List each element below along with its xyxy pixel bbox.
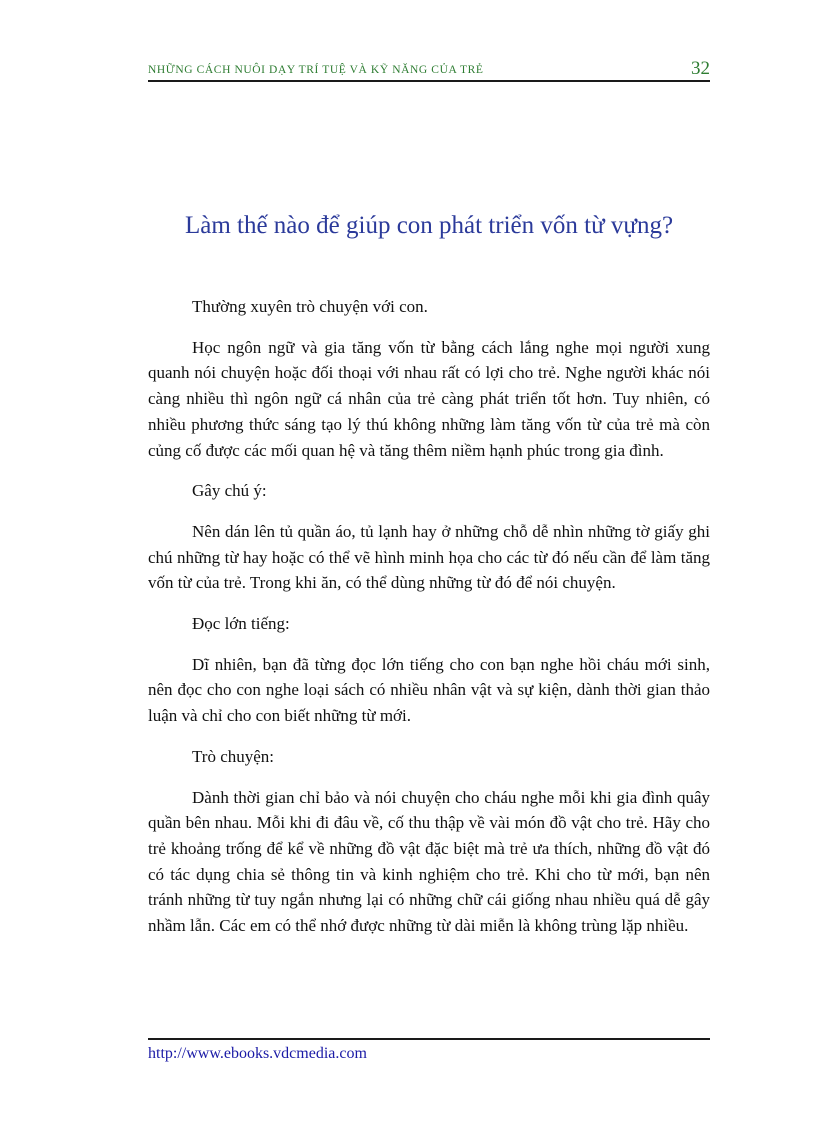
paragraph-read-aloud: Dĩ nhiên, bạn đã từng đọc lớn tiếng cho con bạn nghe hồi cháu mới sinh, nên đọc cho con nghe loại sách có nhiều nhân vật và sự kiện, dành thời gian thảo luận và chỉ cho con biết những từ mới. <box>148 654 710 726</box>
footer-divider <box>148 1038 710 1040</box>
paragraph-conversation: Dành thời gian chỉ bảo và nói chuyện cho cháu nghe mỗi khi gia đình quây quần bên nhau. Mỗi khi đi đâu về, cố thu thập về vài món đồ vật cho trẻ. Hãy cho trẻ khoảng trống để kể về những đồ vật đặc biệt mà trẻ ưa thích, những đồ vật đó có tác dụng chia sẻ thông tin và kinh nghiệm cho trẻ. Khi cho từ mới, bạn nên tránh những từ tuy ngắn nhưng lại có những chữ cái giống nhau nhiều quá dễ gây nhầm lẫn. Các em có thể nhớ được những từ dài miễn là không trùng lặp nhiều. <box>148 787 710 936</box>
book-title: NHỮNG CÁCH NUÔI DẠY TRÍ TUỆ VÀ KỸ NĂNG CỦA TRẺ <box>148 64 484 76</box>
subheading-attention: Gây chú ý: <box>192 481 267 501</box>
page-number: 32 <box>691 58 710 79</box>
header-divider <box>148 80 710 82</box>
chapter-title: Làm thế nào để giúp con phát triển vốn từ vựng? <box>184 212 674 239</box>
footer-website-link[interactable]: http://www.ebooks.vdcmedia.com <box>148 1045 367 1062</box>
subheading-conversation: Trò chuyện: <box>192 746 275 766</box>
page-header <box>148 58 710 82</box>
subheading-read-aloud: Đọc lớn tiếng: <box>192 614 290 634</box>
paragraph-attention: Nên dán lên tủ quần áo, tủ lạnh hay ở những chỗ dễ nhìn những tờ giấy ghi chú những từ hay hoặc có thể vẽ hình minh họa cho các từ đó nếu cần để làm tăng vốn từ của trẻ. Trong khi ăn, có thể dùng những từ đó để nói chuyện. <box>148 521 710 593</box>
body-text <box>148 294 710 939</box>
paragraph-intro: Thường xuyên trò chuyện với con. <box>192 297 428 316</box>
paragraph-listening: Học ngôn ngữ và gia tăng vốn từ bằng cách lắng nghe mọi người xung quanh nói chuyện hoặc đối thoại với nhau rất có lợi cho trẻ. Nghe người khác nói càng nhiều thì ngôn ngữ cá nhân của trẻ càng phát triển tốt hơn. Tuy nhiên, có nhiều phương thức sáng tạo lý thú không những làm tăng vốn từ của trẻ mà còn củng cố được các mối quan hệ và tăng thêm niềm hạnh phúc trong gia đình. <box>148 337 710 460</box>
